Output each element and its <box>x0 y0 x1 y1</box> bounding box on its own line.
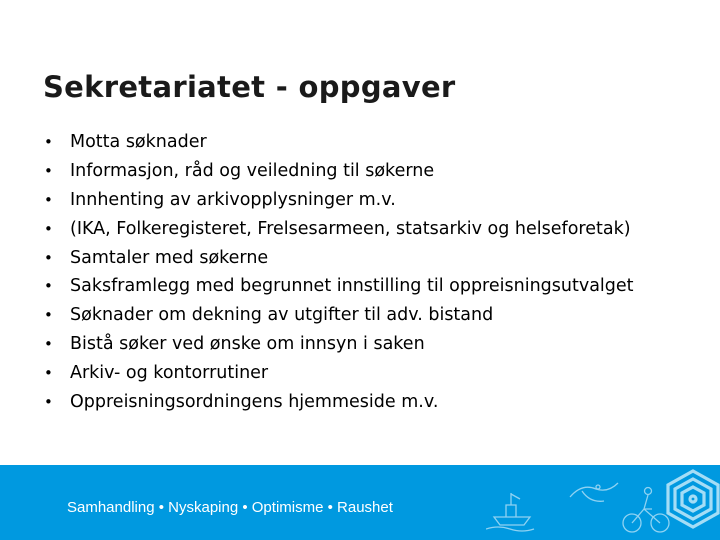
bullet-dot: • <box>44 161 53 180</box>
list-item <box>44 159 674 184</box>
list-item-text: (IKA, Folkeregisteret, Frelsesarmeen, statsarkiv og helseforetak) <box>70 218 631 239</box>
bullet-dot: • <box>44 133 53 151</box>
list-item-text: Innhenting av arkivopplysninger m.v. <box>70 189 396 210</box>
cyclist-icon <box>623 488 669 533</box>
footer-slogan: Samhandling • Nyskaping • Optimisme • Raushet <box>67 499 393 516</box>
bullet-dot: • <box>44 248 53 267</box>
list-item-text: Søknader om dekning av utgifter til adv. bistand <box>70 305 494 326</box>
bullet-dot: • <box>44 335 53 354</box>
bullet-dot: • <box>44 219 53 238</box>
list-item-text: Bistå søker ved ønske om innsyn i saken <box>70 334 425 355</box>
list-item <box>44 246 674 271</box>
spiral-logo-icon <box>668 471 718 527</box>
list-item <box>44 361 674 386</box>
list-item-text: Arkiv- og kontorrutiner <box>70 363 269 384</box>
bullet-dot: • <box>44 393 53 412</box>
bird-icon <box>570 483 618 501</box>
footer-bar <box>0 465 720 540</box>
list-item <box>44 303 674 328</box>
list-item-text: Motta søknader <box>70 132 207 152</box>
bullet-dot: • <box>44 190 53 209</box>
bullet-dot: • <box>44 364 53 383</box>
bullet-list <box>44 130 674 419</box>
list-item <box>44 217 674 242</box>
list-item-text: Oppreisningsordningens hjemmeside m.v. <box>70 392 439 413</box>
list-item-text: Saksframlegg med begrunnet innstilling til oppreisningsutvalget <box>70 276 634 297</box>
list-item-text: Samtaler med søkerne <box>70 247 269 268</box>
boat-icon <box>486 493 534 531</box>
list-item-text: Informasjon, råd og veiledning til søkerne <box>70 160 435 181</box>
footer-illustration <box>486 465 720 540</box>
list-item <box>44 130 674 155</box>
list-item <box>44 188 674 213</box>
slide-title: Sekretariatet - oppgaver <box>43 70 456 104</box>
bullet-dot: • <box>44 277 53 296</box>
list-item <box>44 274 674 299</box>
bullet-dot: • <box>44 306 53 325</box>
list-item <box>44 332 674 357</box>
list-item <box>44 390 674 415</box>
